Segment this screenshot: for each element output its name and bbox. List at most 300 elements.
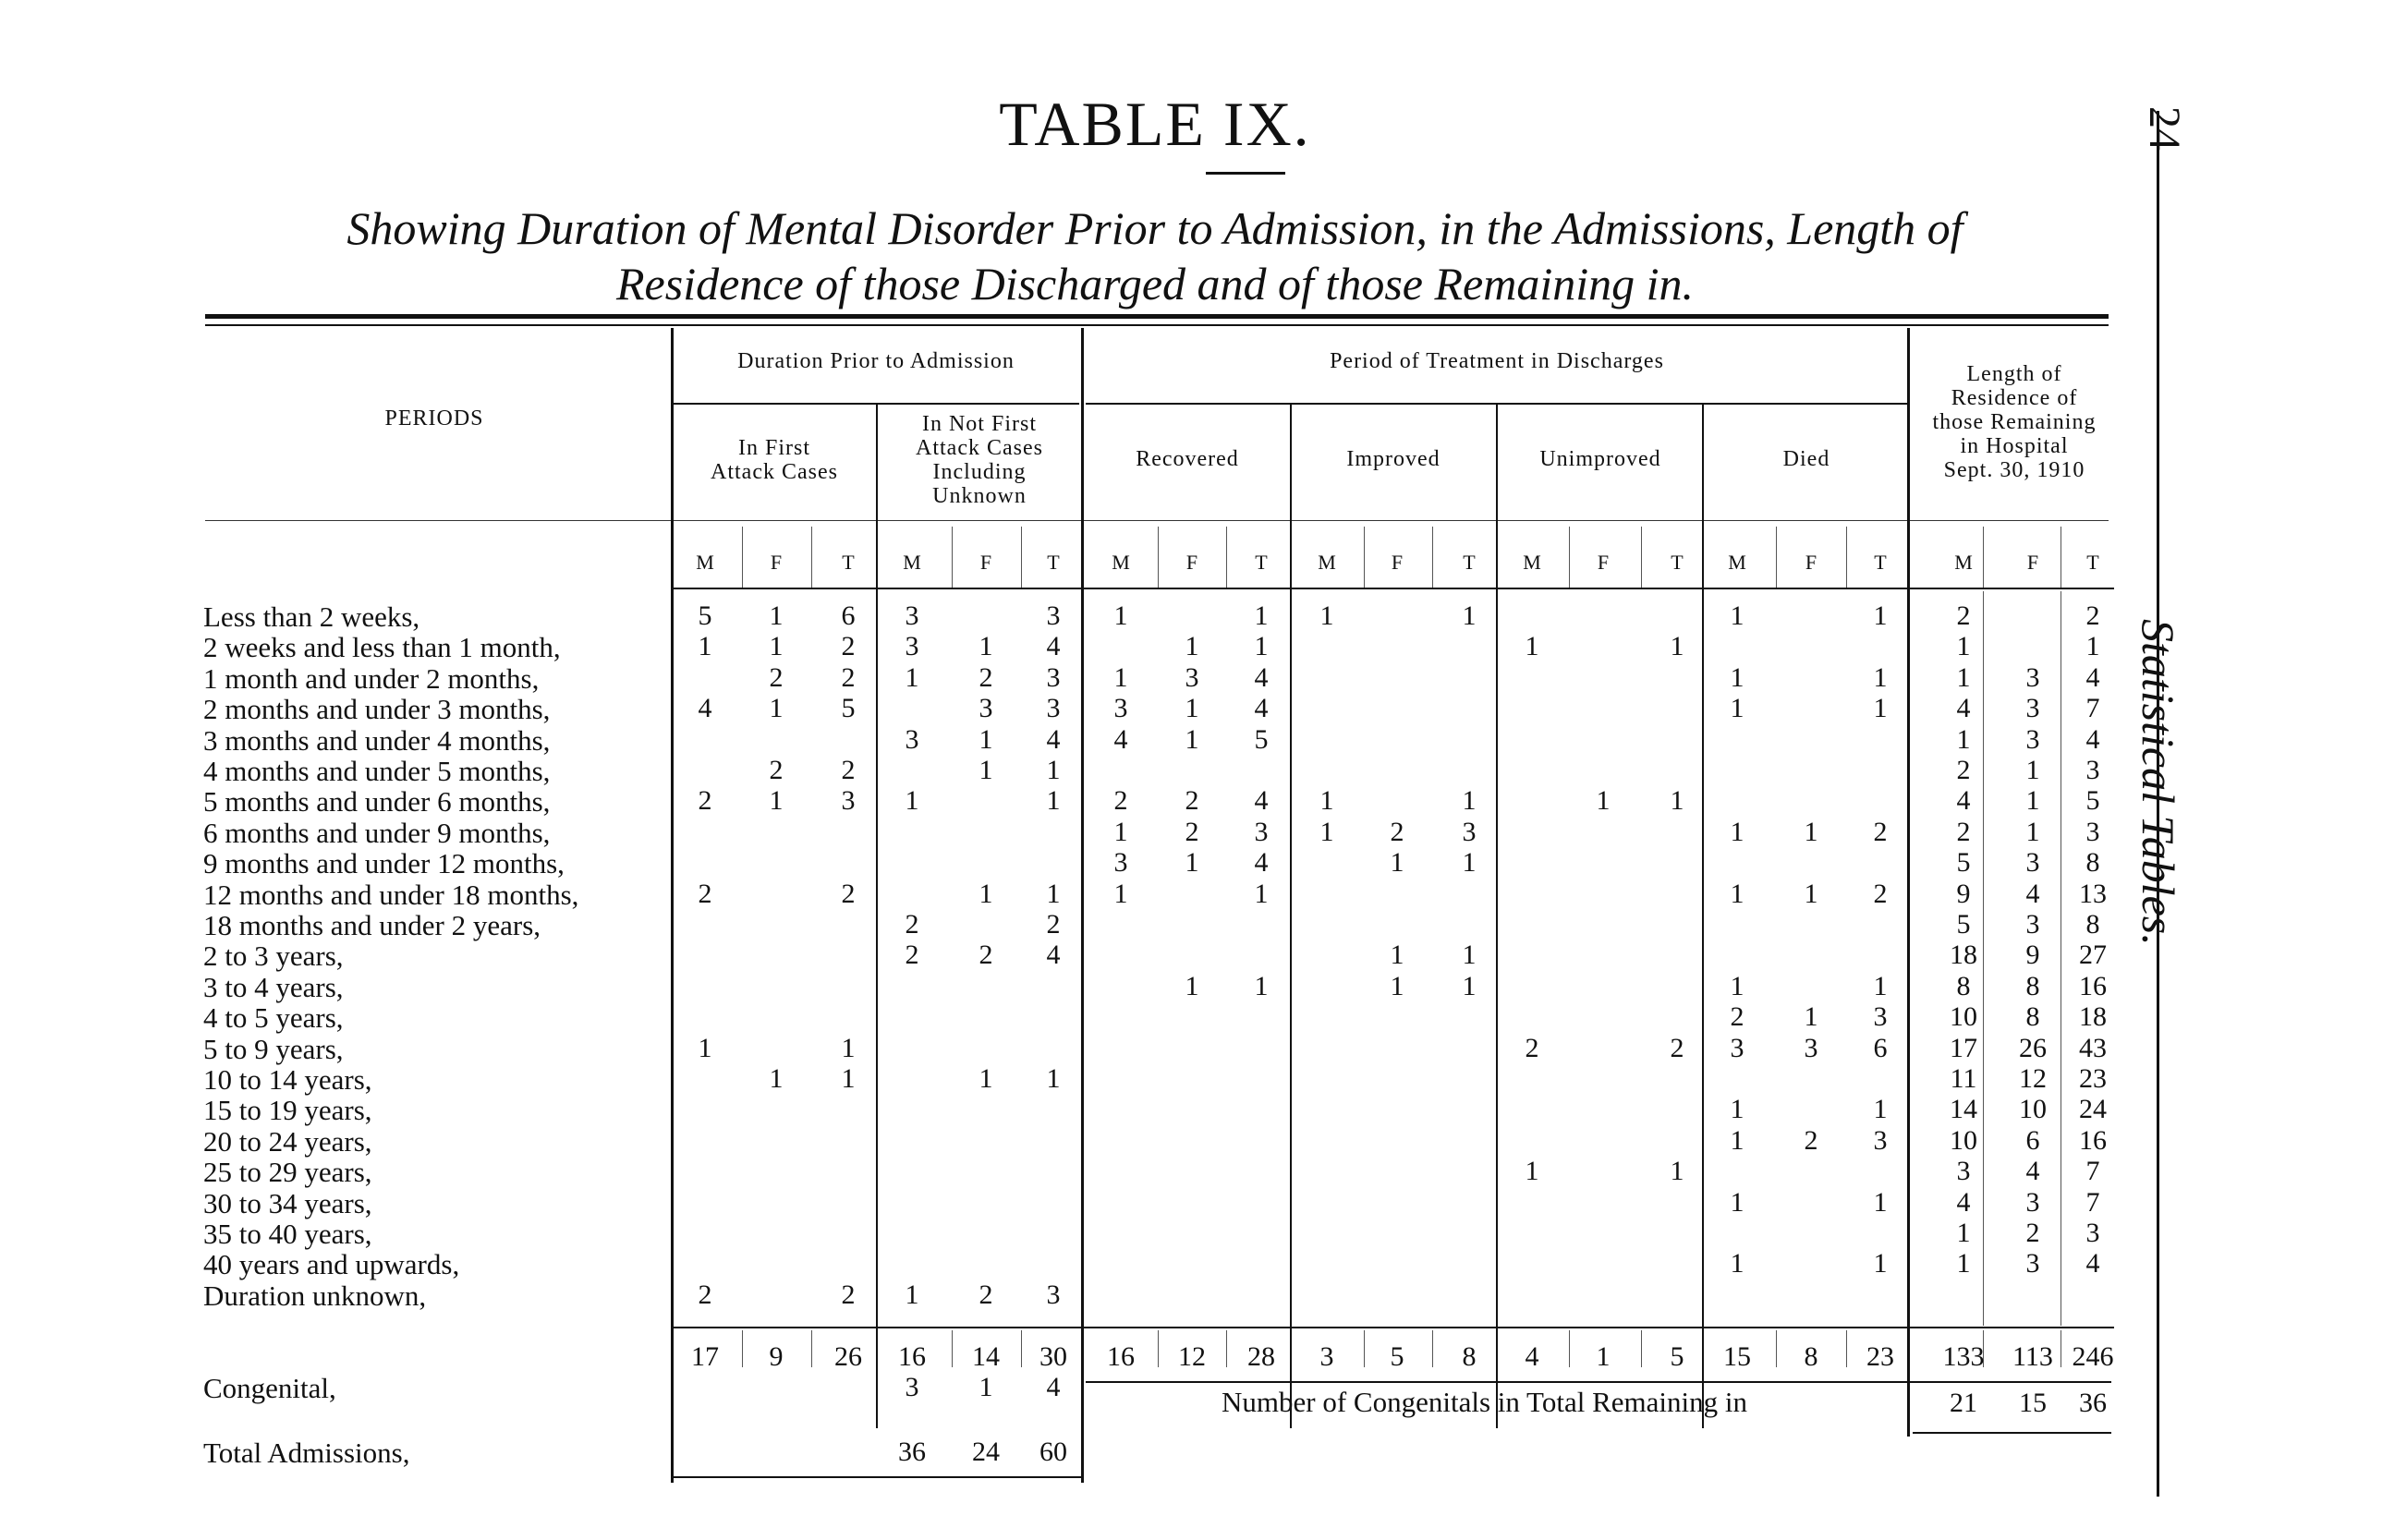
table-cell: 1 [1462,785,1477,817]
subcolumn-rule [1776,527,1777,588]
totals-cell: 9 [769,1341,784,1372]
table-cell: 1 [769,631,784,662]
subcolumn-rule [1432,527,1433,588]
table-cell: 1 [1319,600,1334,631]
table-cell: 2 [1873,816,1888,847]
congenital-label: Congenital, [203,1372,336,1404]
table-cell: 2 [1804,1124,1818,1156]
table-cell: 24 [2079,1094,2107,1125]
table-cell: 2 [769,661,784,693]
table-cell: 7 [2085,1186,2100,1218]
table-cell: 2 [1390,816,1404,847]
vrule-first-notfirst [876,403,878,1428]
subcolumn-rule [952,1330,953,1367]
table-cell: 1 [1254,878,1269,909]
table-cell: 1 [1185,970,1199,1001]
table-cell: 8 [2085,847,2100,879]
totals-cell: 1 [1596,1341,1611,1372]
table-cell: 2 [841,878,856,909]
subcolumn-rule [742,527,743,588]
subcolumn-rule [1846,1330,1847,1367]
table-row-period: 40 years and upwards, [203,1248,460,1281]
mft-label: T [1463,551,1476,574]
header-bottom-rule [205,520,2109,521]
table-cell: 3 [1113,693,1128,724]
subtitle-line-1: Showing Duration of Mental Disorder Prior to Admission, in the Admissions, Length of [346,202,1963,254]
table-cell: 2 [1525,1032,1539,1063]
totals-cell: 15 [1723,1341,1751,1372]
table-cell: 2 [769,755,784,785]
table-cell: 4 [1254,785,1269,817]
table-cell: 1 [2025,785,2040,817]
table-cell: 3 [2025,909,2040,940]
table-cell: 9 [1956,878,1971,909]
subcolumn-rule [1226,1330,1227,1367]
table-cell: 3 [1046,693,1061,724]
table-cell: 6 [2025,1124,2040,1156]
table-cell: 1 [1319,785,1334,817]
table-cell: 9 [2025,940,2040,971]
total-admissions-cell: 36 [898,1437,926,1467]
table-cell: 1 [841,1032,856,1063]
congenital-cell: 4 [1046,1372,1061,1402]
totals-cell: 3 [1319,1341,1334,1372]
table-cell: 4 [1046,631,1061,662]
table-cell: 10 [1950,1001,1977,1033]
table-cell: 1 [1670,1156,1684,1187]
table-cell: 3 [841,785,856,817]
table-cell: 4 [1956,1186,1971,1218]
first-attack-line-1: In First [737,436,810,460]
table-cell: 2 [1956,600,1971,631]
table-cell: 4 [1956,693,1971,724]
table-cell: 1 [1730,1094,1744,1125]
totals-cell: 30 [1039,1341,1067,1372]
table-cell: 1 [1956,661,1971,693]
subcolumn-rule [1158,1330,1159,1367]
subcolumn-rule [1846,527,1847,588]
table-cell: 1 [841,1063,856,1094]
table-cell: 1 [1730,1248,1744,1279]
table-row-period: 9 months and under 12 months, [203,847,565,880]
duration-prior-header: Duration Prior to Admission [737,349,1015,373]
table-cell: 2 [2085,600,2100,631]
table-cell: 2 [979,940,993,971]
table-row-period: 35 to 40 years, [203,1218,372,1250]
table-cell: 18 [1950,940,1977,971]
table-cell: 3 [2085,1218,2100,1248]
mft-label: M [696,551,714,574]
unimproved-header: Unimproved [1539,447,1661,471]
congenitals-remaining-cell: 36 [2079,1388,2107,1418]
table-row-period: 4 to 5 years, [203,1001,344,1035]
table-cell: 1 [1462,847,1477,879]
table-cell: 2 [905,940,919,971]
not-first-attack-line-4: Unknown [932,484,1027,508]
table-cell: 4 [698,693,712,724]
table-cell: 1 [1730,1124,1744,1156]
totals-cell: 17 [691,1341,719,1372]
table-cell: 1 [1254,631,1269,662]
subcolumn-rule [1641,527,1642,588]
table-cell: 1 [1730,661,1744,693]
table-cell: 3 [2085,755,2100,785]
table-cell: 1 [905,1279,919,1310]
table-cell: 4 [1113,723,1128,755]
totals-cell: 23 [1866,1341,1894,1372]
table-cell: 2 [698,878,712,909]
table-cell: 1 [1873,661,1888,693]
congenitals-remaining-cell: 21 [1950,1388,1977,1418]
totals-cell: 14 [972,1341,1000,1372]
table-cell: 3 [1046,1279,1061,1310]
congenital-rule [1086,1381,2111,1383]
total-admissions-cell: 24 [972,1437,1000,1467]
subcolumn-rule [952,527,953,588]
congenitals-remaining-rule [1913,1432,2111,1434]
table-cell: 3 [905,600,919,631]
table-cell: 3 [1046,600,1061,631]
totals-cell: 133 [1942,1341,1985,1372]
table-cell: 6 [841,600,856,631]
table-cell: 1 [769,600,784,631]
mft-label: F [770,551,783,574]
mft-label: T [842,551,855,574]
table-cell: 1 [1390,970,1404,1001]
subcolumn-rule [742,1330,743,1367]
table-cell: 1 [698,1032,712,1063]
table-cell: 3 [905,631,919,662]
table-row-period: 18 months and under 2 years, [203,909,541,941]
table-cell: 1 [1113,816,1128,847]
subtitle-line-2: Residence of those Discharged and of those Remaining in. [616,258,1694,309]
length-residence-header [1908,362,2121,482]
table-row-period: 2 months and under 3 months, [203,693,551,726]
table-cell: 1 [1804,878,1818,909]
table-cell: 1 [1046,1063,1061,1094]
table-cell: 4 [1254,693,1269,724]
table-cell: 4 [2025,878,2040,909]
table-cell: 1 [1113,878,1128,909]
totals-cell: 12 [1178,1341,1206,1372]
recovered-header: Recovered [1136,447,1239,471]
table-row-period: 25 to 29 years, [203,1156,372,1189]
table-cell: 1 [1596,785,1611,817]
mft-label: M [1954,551,1973,574]
totals-cell: 4 [1525,1341,1539,1372]
table-cell: 2 [1670,1032,1684,1063]
subcolumn-rule [1364,527,1365,588]
table-cell: 2 [841,1279,856,1310]
not-first-attack-header [878,412,1081,508]
table-cell: 1 [905,785,919,817]
periods-header: PERIODS [384,406,484,430]
table-cell: 7 [2085,1156,2100,1187]
table-cell: 1 [1873,970,1888,1001]
table-cell: 1 [1730,816,1744,847]
table-cell: 3 [2025,1248,2040,1279]
table-cell: 3 [2025,847,2040,879]
table-cell: 3 [979,693,993,724]
table-cell: 10 [1950,1124,1977,1156]
table-cell: 3 [1804,1032,1818,1063]
table-row-period: 2 weeks and less than 1 month, [203,631,561,664]
table-cell: 3 [2025,723,2040,755]
mft-label: M [1728,551,1746,574]
table-cell: 6 [1873,1032,1888,1063]
table-cell: 1 [1804,1001,1818,1033]
table-cell: 7 [2085,693,2100,724]
table-cell: 1 [1670,785,1684,817]
length-residence-line-3: those Remaining [1932,410,2097,434]
mft-label: F [979,551,992,574]
subcolumn-rule [811,1330,812,1367]
table-row-period: 6 months and under 9 months, [203,816,551,849]
table-cell: 1 [769,1063,784,1094]
table-cell: 3 [1113,847,1128,879]
mft-label: M [903,551,921,574]
length-residence-line-2: Residence of [1951,386,2078,410]
table-cell: 14 [1950,1094,1977,1125]
subcolumn-rule [1158,527,1159,588]
table-row-period: Less than 2 weeks, [203,600,420,633]
table-cell: 2 [1185,816,1199,847]
totals-cell: 8 [1804,1341,1818,1372]
table-cell: 1 [1873,693,1888,724]
table-cell: 3 [1046,661,1061,693]
table-cell: 1 [1462,600,1477,631]
total-admissions-label: Total Admissions, [203,1437,410,1469]
table-cell: 1 [1873,1094,1888,1125]
table-row-period: 5 to 9 years, [203,1032,344,1065]
table-cell: 1 [1113,661,1128,693]
table-cell: 1 [1319,816,1334,847]
table-cell: 5 [1254,723,1269,755]
table-cell: 1 [1254,970,1269,1001]
table-cell: 1 [2085,631,2100,662]
mft-label: F [1185,551,1198,574]
total-admissions-cell: 60 [1039,1437,1067,1467]
table-cell: 4 [2025,1156,2040,1187]
period-of-treatment-header: Period of Treatment in Discharges [1330,349,1664,373]
table-cell: 4 [2085,723,2100,755]
table-cell: 1 [1730,600,1744,631]
table-cell: 1 [1525,631,1539,662]
table-cell: 1 [1956,1218,1971,1248]
not-first-attack-line-2: Attack Cases [916,436,1043,460]
table-cell: 8 [2025,1001,2040,1033]
totals-cell: 26 [834,1341,862,1372]
table-row-period: 15 to 19 years, [203,1094,372,1127]
mft-label: T [1047,551,1060,574]
subcolumn-rule [1226,527,1227,588]
table-cell: 1 [1046,878,1061,909]
totals-cell: 5 [1390,1341,1404,1372]
table-row-period: Duration unknown, [203,1279,427,1312]
table-row-period: 3 to 4 years, [203,970,344,1003]
congenitals-remaining-cell: 15 [2019,1388,2047,1418]
mft-label: M [1112,551,1130,574]
table-row-period: 20 to 24 years, [203,1124,372,1158]
table-cell: 4 [2085,1248,2100,1279]
table-cell: 1 [1670,631,1684,662]
table-cell: 2 [841,661,856,693]
mft-label: F [2026,551,2039,574]
table-cell: 5 [1956,847,1971,879]
table-cell: 11 [1950,1063,1977,1094]
table-cell: 8 [2025,970,2040,1001]
table-cell: 2 [698,785,712,817]
table-cell: 4 [1046,940,1061,971]
table-cell: 10 [2019,1094,2047,1125]
table-cell: 1 [979,723,993,755]
table-cell: 1 [979,755,993,785]
table-cell: 3 [1873,1124,1888,1156]
table-cell: 1 [979,1063,993,1094]
table-cell: 2 [905,909,919,940]
table-cell: 3 [2025,1186,2040,1218]
table-cell: 1 [1730,693,1744,724]
subcolumn-rule [1569,527,1570,588]
table-cell: 1 [2025,755,2040,785]
table-cell: 4 [1254,847,1269,879]
table-cell: 5 [2085,785,2100,817]
congenital-cell: 1 [979,1372,993,1402]
table-cell: 8 [2085,909,2100,940]
table-cell: 1 [698,631,712,662]
table-row-period: 4 months and under 5 months, [203,755,551,787]
totals-top-rule [673,1327,2114,1328]
table-cell: 1 [1390,847,1404,879]
first-attack-line-2: Attack Cases [711,460,838,484]
table-cell: 1 [1254,600,1269,631]
improved-header: Improved [1346,447,1441,471]
mft-label: T [2086,551,2099,574]
table-cell: 1 [1113,600,1128,631]
table-cell: 16 [2079,1124,2107,1156]
right-margin-rule [2157,111,2159,1497]
table-cell: 3 [2025,693,2040,724]
table-cell: 1 [1046,785,1061,817]
table-cell: 1 [1046,755,1061,785]
first-attack-header [673,436,876,484]
table-cell: 4 [2085,661,2100,693]
table-cell: 3 [1956,1156,1971,1187]
table-cell: 1 [979,631,993,662]
totals-cell: 16 [1107,1341,1135,1372]
table-cell: 1 [769,693,784,724]
table-cell: 2 [1046,909,1061,940]
title-underline [1206,172,1285,175]
table-cell: 27 [2079,940,2107,971]
subcolumn-rule [811,527,812,588]
table-cell: 1 [1730,878,1744,909]
totals-cell: 16 [898,1341,926,1372]
table-row-period: 1 month and under 2 months, [203,661,540,695]
table-cell: 26 [2019,1032,2047,1063]
table-cell: 3 [1873,1001,1888,1033]
subcolumn-rule [1021,527,1022,588]
table-cell: 1 [1730,1186,1744,1218]
mft-label: T [1874,551,1887,574]
table-cell: 1 [979,878,993,909]
table-cell: 1 [1185,631,1199,662]
bottom-rule [673,1476,1084,1478]
table-cell: 3 [1185,661,1199,693]
table-row-period: 5 months and under 6 months, [203,785,551,819]
subcolumn-rule [1569,1330,1570,1367]
table-cell: 3 [1254,816,1269,847]
length-residence-line-5: Sept. 30, 1910 [1943,458,2085,482]
page-title: TABLE IX. [999,89,1311,159]
subcolumn-rule [1432,1330,1433,1367]
table-cell: 2 [1956,816,1971,847]
table-cell: 4 [1254,661,1269,693]
mft-bottom-rule [673,588,2114,589]
table-cell: 18 [2079,1001,2107,1033]
mft-label: F [1597,551,1610,574]
table-cell: 2 [2025,1218,2040,1248]
length-residence-line-1: Length of [1966,362,2062,386]
table-row-period: 12 months and under 18 months, [203,878,579,911]
table-cell: 1 [1873,1248,1888,1279]
not-first-attack-line-1: In Not First [921,412,1037,436]
table-cell: 2 [979,1279,993,1310]
table-cell: 1 [1525,1156,1539,1187]
table-row-period: 30 to 34 years, [203,1186,372,1219]
not-first-attack-line-3: Including [932,460,1027,484]
table-cell: 16 [2079,970,2107,1001]
mft-label: T [1671,551,1684,574]
table-row-period: 10 to 14 years, [203,1063,372,1096]
table-cell: 1 [1873,600,1888,631]
table-cell: 17 [1950,1032,1977,1063]
mft-label: M [1523,551,1541,574]
table-cell: 43 [2079,1032,2107,1063]
mft-label: M [1318,551,1336,574]
subcolumn-rule [1776,1330,1777,1367]
table-cell: 1 [1390,940,1404,971]
length-residence-line-4: in Hospital [1960,434,2069,458]
table-cell: 1 [1804,816,1818,847]
table-cell: 4 [1956,785,1971,817]
table-cell: 1 [1185,847,1199,879]
table-cell: 1 [1462,940,1477,971]
table-cell: 3 [2025,661,2040,693]
subcolumn-rule [1641,1330,1642,1367]
table-cell: 2 [1873,878,1888,909]
table-cell: 1 [1185,723,1199,755]
table-cell: 1 [1956,631,1971,662]
mft-label: T [1255,551,1268,574]
top-double-rule [205,314,2109,326]
table-cell: 5 [698,600,712,631]
table-cell: 1 [1956,1248,1971,1279]
table-cell: 8 [1956,970,1971,1001]
mft-label: F [1391,551,1404,574]
table-cell: 2 [841,755,856,785]
table-cell: 2 [1185,785,1199,817]
table-cell: 4 [1046,723,1061,755]
table-cell: 1 [905,661,919,693]
congenital-cell: 3 [905,1372,919,1402]
table-cell: 1 [2025,816,2040,847]
table-row-period: 3 months and under 4 months, [203,723,551,757]
table-cell: 3 [905,723,919,755]
table-cell: 2 [841,631,856,662]
died-header: Died [1782,447,1830,471]
table-cell: 2 [1956,755,1971,785]
